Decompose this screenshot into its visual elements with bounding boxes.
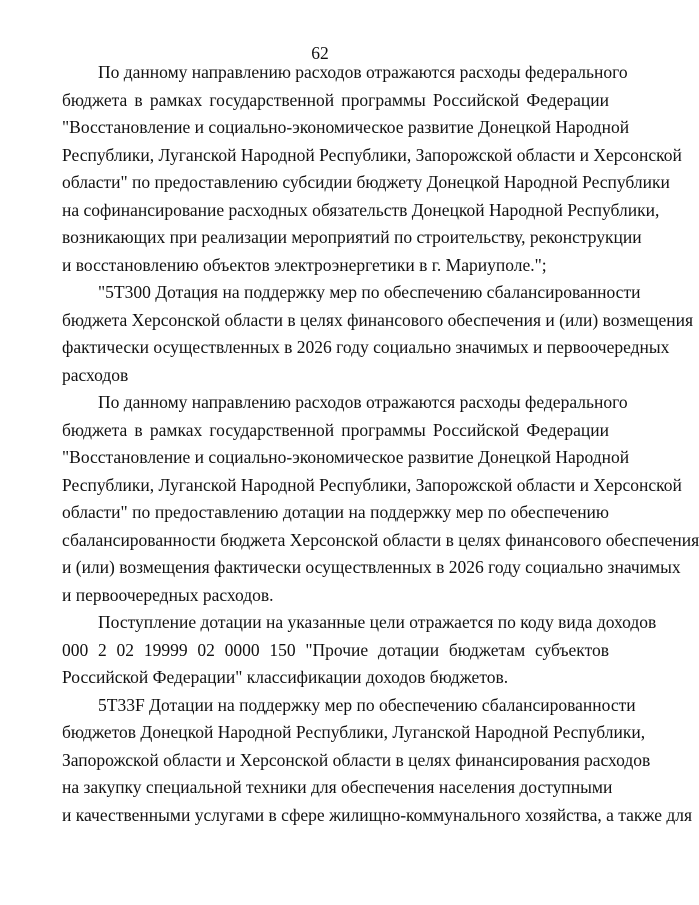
text-line: сбалансированности бюджета Херсонской области в целях финансового обеспечения <box>62 529 699 550</box>
paragraph <box>62 389 699 609</box>
text-line: и качественными услугами в сфере жилищно-коммунального хозяйства, а также для <box>62 804 693 825</box>
text-line: на софинансирование расходных обязательств Донецкой Народной Республики, <box>62 199 660 220</box>
text-line: и восстановлению объектов электроэнергетики в г. Мариуполе."; <box>62 254 547 275</box>
text-line: бюджета Херсонской области в целях финансового обеспечения и (или) возмещения <box>62 309 694 330</box>
text-line: По данному направлению расходов отражаются расходы федерального <box>98 62 628 82</box>
text-line: расходов <box>62 364 129 385</box>
text-line: Республики, Луганской Народной Республики, Запорожской области и Херсонской <box>62 474 682 495</box>
text-line: Республики, Луганской Народной Республики, Запорожской области и Херсонской <box>62 144 682 165</box>
text-line: бюджета в рамках государственной программы Российской Федерации <box>62 89 609 110</box>
text-line: и первоочередных расходов. <box>62 584 274 605</box>
text-line: По данному направлению расходов отражаются расходы федерального <box>98 392 628 412</box>
text-line: "Восстановление и социально-экономическое развитие Донецкой Народной <box>62 117 630 137</box>
text-line: возникающих при реализации мероприятий по строительству, реконструкции <box>62 227 642 247</box>
text-line: области" по предоставлению субсидии бюджету Донецкой Народной Республики <box>62 172 670 192</box>
text-line: "5Т300 Дотация на поддержку мер по обеспечению сбалансированности <box>98 282 641 302</box>
text-line: бюджетов Донецкой Народной Республики, Луганской Народной Республики, <box>62 722 646 742</box>
text-line: и (или) возмещения фактически осуществленных в 2026 году социально значимых <box>62 557 681 577</box>
paragraph <box>62 609 657 692</box>
text-line: Поступление дотации на указанные цели отражается по коду вида доходов <box>98 612 657 632</box>
text-line: 000 2 02 19999 02 0000 150 "Прочие дотации бюджетам субъектов <box>62 639 609 660</box>
body-text <box>62 59 699 829</box>
text-line: бюджета в рамках государственной программы Российской Федерации <box>62 419 609 440</box>
text-line: Запорожской области и Херсонской области в целях финансирования расходов <box>62 749 651 770</box>
text-line: Российской Федерации" классификации доходов бюджетов. <box>62 667 509 687</box>
page-number: 62 <box>311 43 329 63</box>
text-line: 5Т33F Дотации на поддержку мер по обеспечению сбалансированности <box>98 694 636 715</box>
text-line: области" по предоставлению дотации на поддержку мер по обеспечению <box>62 502 609 522</box>
paragraph <box>62 59 682 279</box>
text-line: фактически осуществленных в 2026 году социально значимых и первоочередных <box>62 337 670 357</box>
paragraph <box>62 279 694 389</box>
paragraph <box>62 692 693 830</box>
text-line: на закупку специальной техники для обеспечения населения доступными <box>62 777 613 797</box>
text-line: "Восстановление и социально-экономическое развитие Донецкой Народной <box>62 447 630 467</box>
